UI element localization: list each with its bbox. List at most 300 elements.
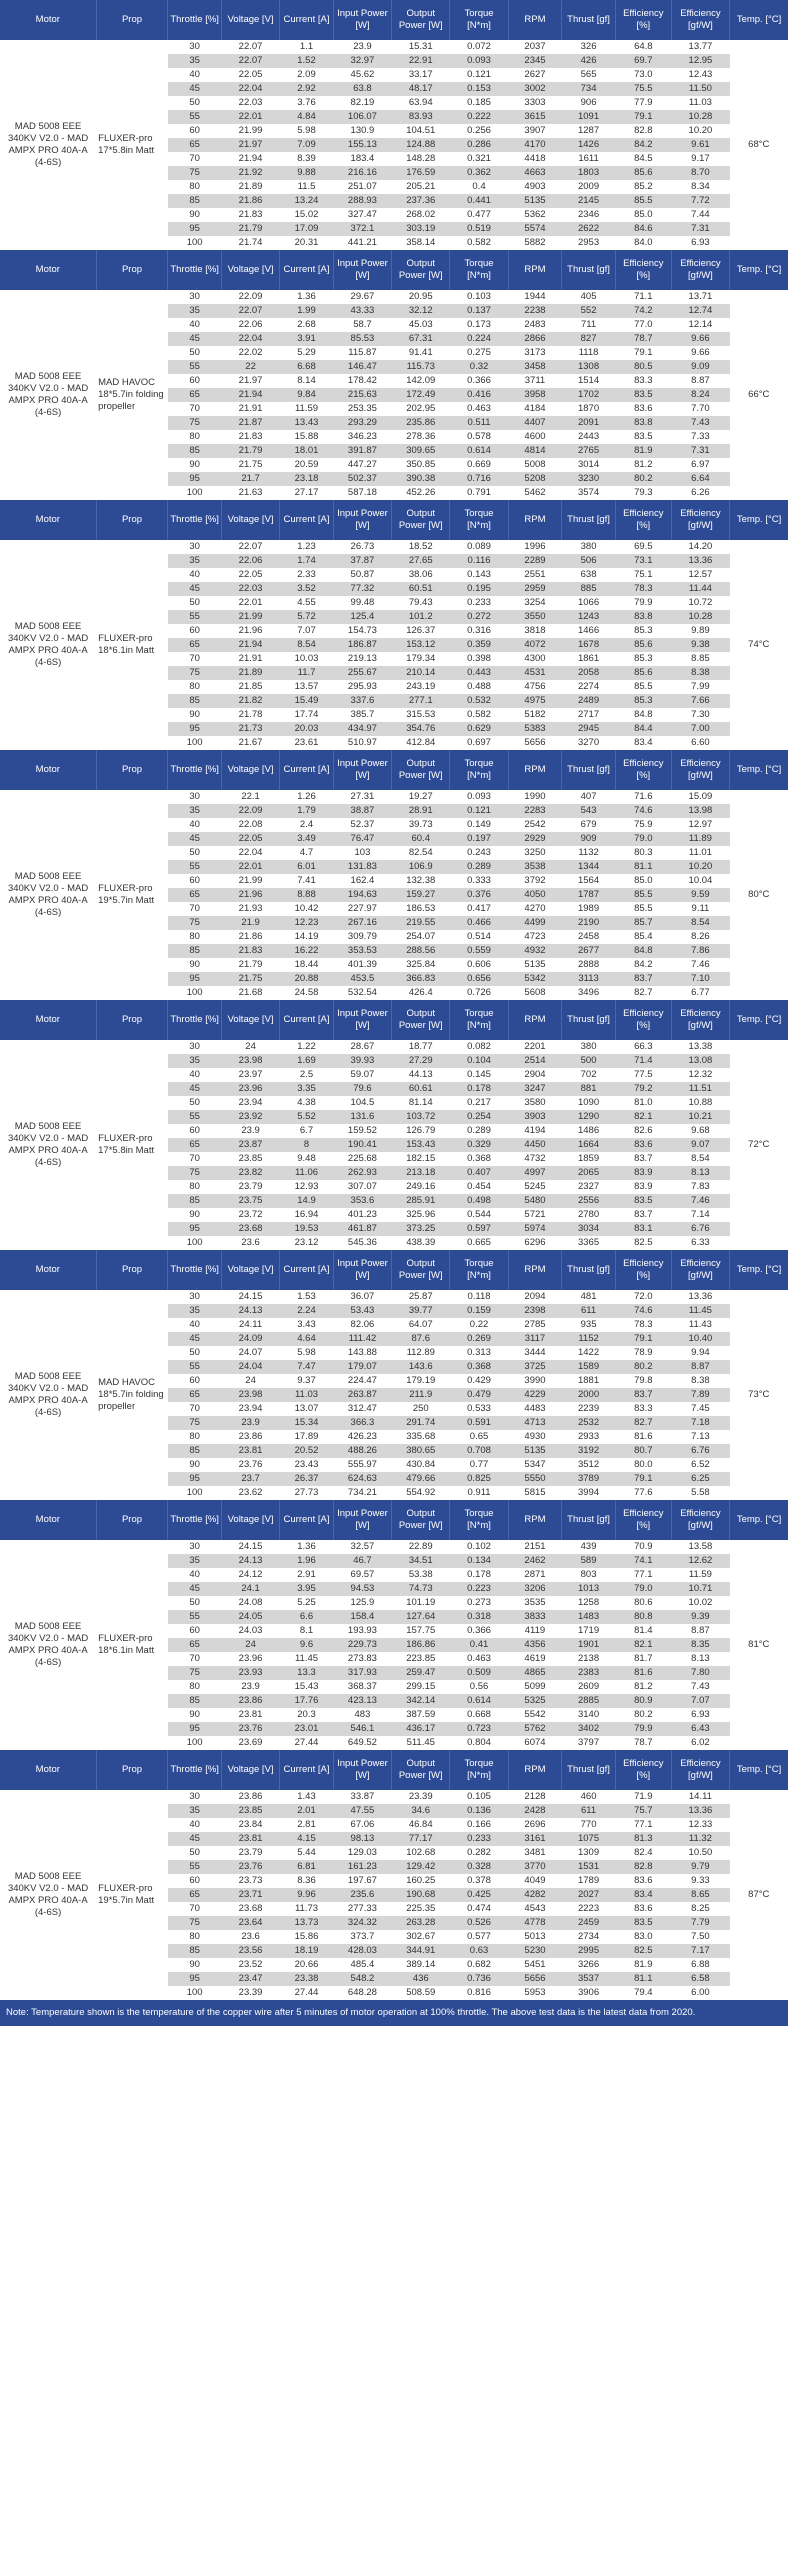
data-cell: 80.9 bbox=[615, 1694, 671, 1708]
data-cell: 0.577 bbox=[450, 1930, 508, 1944]
data-cell: 1.69 bbox=[280, 1054, 334, 1068]
data-cell: 5383 bbox=[508, 722, 562, 736]
data-cell: 8.35 bbox=[671, 1638, 729, 1652]
data-cell: 81.9 bbox=[615, 1958, 671, 1972]
data-cell: 0.4 bbox=[450, 180, 508, 194]
data-cell: 65 bbox=[168, 1638, 222, 1652]
data-cell: 22.07 bbox=[221, 304, 279, 318]
prop-cell: FLUXER-pro 17*5.8in Matt bbox=[96, 40, 168, 250]
column-header: RPM bbox=[508, 250, 562, 290]
data-cell: 20.88 bbox=[280, 972, 334, 986]
data-cell: 74.1 bbox=[615, 1554, 671, 1568]
data-cell: 5135 bbox=[508, 194, 562, 208]
data-cell: 130.9 bbox=[333, 124, 391, 138]
data-cell: 354.76 bbox=[392, 722, 450, 736]
data-cell: 4229 bbox=[508, 1388, 562, 1402]
data-cell: 2959 bbox=[508, 582, 562, 596]
column-header: Temp. [°C] bbox=[730, 1000, 788, 1040]
data-cell: 24.04 bbox=[221, 1360, 279, 1374]
data-cell: 24.08 bbox=[221, 1596, 279, 1610]
data-cell: 3365 bbox=[562, 1236, 616, 1250]
data-cell: 2551 bbox=[508, 568, 562, 582]
data-cell: 127.64 bbox=[392, 1610, 450, 1624]
data-cell: 80 bbox=[168, 1930, 222, 1944]
data-cell: 7.41 bbox=[280, 874, 334, 888]
data-cell: 2888 bbox=[562, 958, 616, 972]
data-cell: 0.582 bbox=[450, 236, 508, 250]
data-cell: 3444 bbox=[508, 1346, 562, 1360]
prop-cell: MAD HAVOC 18*5.7in folding propeller bbox=[96, 1290, 168, 1500]
data-cell: 1664 bbox=[562, 1138, 616, 1152]
header-row bbox=[0, 1250, 788, 1290]
data-cell: 95 bbox=[168, 972, 222, 986]
data-cell: 83.8 bbox=[615, 610, 671, 624]
data-cell: 0.463 bbox=[450, 402, 508, 416]
data-cell: 45 bbox=[168, 1082, 222, 1096]
data-cell: 263.28 bbox=[392, 1916, 450, 1930]
data-cell: 11.03 bbox=[280, 1388, 334, 1402]
data-cell: 387.59 bbox=[392, 1708, 450, 1722]
temperature-cell: 72°C bbox=[730, 1040, 788, 1250]
data-cell: 2609 bbox=[562, 1680, 616, 1694]
data-cell: 479.66 bbox=[392, 1472, 450, 1486]
data-cell: 0.804 bbox=[450, 1736, 508, 1750]
data-cell: 273.83 bbox=[333, 1652, 391, 1666]
data-cell: 6.00 bbox=[671, 1986, 729, 2000]
data-cell: 55 bbox=[168, 1860, 222, 1874]
data-cell: 1090 bbox=[562, 1096, 616, 1110]
data-cell: 81.6 bbox=[615, 1430, 671, 1444]
data-cell: 32.57 bbox=[333, 1540, 391, 1554]
prop-cell: FLUXER-pro 18*6.1in Matt bbox=[96, 1540, 168, 1750]
data-cell: 5762 bbox=[508, 1722, 562, 1736]
data-cell: 9.96 bbox=[280, 1888, 334, 1902]
data-cell: 73.0 bbox=[615, 68, 671, 82]
data-cell: 0.56 bbox=[450, 1680, 508, 1694]
column-header: Torque [N*m] bbox=[450, 1000, 508, 1040]
data-cell: 12.14 bbox=[671, 318, 729, 332]
data-cell: 186.86 bbox=[392, 1638, 450, 1652]
header-row bbox=[0, 1500, 788, 1540]
data-cell: 83.4 bbox=[615, 1888, 671, 1902]
table-row bbox=[0, 1790, 788, 1804]
data-cell: 337.6 bbox=[333, 694, 391, 708]
column-header: Input Power [W] bbox=[333, 500, 391, 540]
data-cell: 143.6 bbox=[392, 1360, 450, 1374]
data-cell: 22.05 bbox=[221, 68, 279, 82]
data-cell: 6.01 bbox=[280, 860, 334, 874]
data-cell: 24.09 bbox=[221, 1332, 279, 1346]
data-cell: 401.23 bbox=[333, 1208, 391, 1222]
data-cell: 162.4 bbox=[333, 874, 391, 888]
data-cell: 82.6 bbox=[615, 1124, 671, 1138]
data-cell: 548.2 bbox=[333, 1972, 391, 1986]
data-cell: 13.73 bbox=[280, 1916, 334, 1930]
data-cell: 430.84 bbox=[392, 1458, 450, 1472]
data-cell: 0.65 bbox=[450, 1430, 508, 1444]
data-cell: 18.77 bbox=[392, 1040, 450, 1054]
data-cell: 20.3 bbox=[280, 1708, 334, 1722]
data-cell: 79.2 bbox=[615, 1082, 671, 1096]
data-cell: 679 bbox=[562, 818, 616, 832]
data-cell: 46.84 bbox=[392, 1818, 450, 1832]
temperature-cell: 74°C bbox=[730, 540, 788, 750]
data-cell: 50 bbox=[168, 96, 222, 110]
data-cell: 770 bbox=[562, 1818, 616, 1832]
data-cell: 2.01 bbox=[280, 1804, 334, 1818]
data-cell: 325.96 bbox=[392, 1208, 450, 1222]
data-cell: 0.606 bbox=[450, 958, 508, 972]
data-cell: 11.73 bbox=[280, 1902, 334, 1916]
data-cell: 0.134 bbox=[450, 1554, 508, 1568]
data-cell: 80.5 bbox=[615, 360, 671, 374]
data-cell: 0.149 bbox=[450, 818, 508, 832]
data-cell: 0.082 bbox=[450, 1040, 508, 1054]
data-cell: 0.697 bbox=[450, 736, 508, 750]
data-cell: 23.97 bbox=[221, 1068, 279, 1082]
data-cell: 7.46 bbox=[671, 1194, 729, 1208]
data-cell: 428.03 bbox=[333, 1944, 391, 1958]
data-cell: 648.28 bbox=[333, 1986, 391, 2000]
data-cell: 23.86 bbox=[221, 1694, 279, 1708]
performance-table bbox=[0, 1000, 788, 1250]
data-cell: 309.79 bbox=[333, 930, 391, 944]
data-cell: 21.73 bbox=[221, 722, 279, 736]
data-cell: 426.4 bbox=[392, 986, 450, 1000]
data-cell: 0.665 bbox=[450, 1236, 508, 1250]
data-cell: 82.7 bbox=[615, 986, 671, 1000]
column-header: Motor bbox=[0, 1750, 96, 1790]
data-cell: 83.6 bbox=[615, 1902, 671, 1916]
column-header: Efficiency [%] bbox=[615, 750, 671, 790]
data-cell: 441.21 bbox=[333, 236, 391, 250]
data-cell: 21.99 bbox=[221, 610, 279, 624]
data-cell: 22.01 bbox=[221, 860, 279, 874]
data-cell: 0.791 bbox=[450, 486, 508, 500]
data-cell: 80.0 bbox=[615, 1458, 671, 1472]
data-cell: 545.36 bbox=[333, 1236, 391, 1250]
data-cell: 0.77 bbox=[450, 1458, 508, 1472]
data-cell: 215.63 bbox=[333, 388, 391, 402]
data-cell: 60.51 bbox=[392, 582, 450, 596]
data-cell: 2514 bbox=[508, 1054, 562, 1068]
column-header: RPM bbox=[508, 1250, 562, 1290]
data-cell: 7.31 bbox=[671, 444, 729, 458]
data-cell: 2151 bbox=[508, 1540, 562, 1554]
data-cell: 0.368 bbox=[450, 1360, 508, 1374]
data-cell: 4756 bbox=[508, 680, 562, 694]
data-cell: 11.45 bbox=[280, 1652, 334, 1666]
data-cell: 7.13 bbox=[671, 1430, 729, 1444]
data-cell: 546.1 bbox=[333, 1722, 391, 1736]
data-cell: 81.6 bbox=[615, 1666, 671, 1680]
data-cell: 6.76 bbox=[671, 1444, 729, 1458]
data-cell: 2190 bbox=[562, 916, 616, 930]
data-cell: 0.286 bbox=[450, 138, 508, 152]
header-row bbox=[0, 1000, 788, 1040]
data-cell: 35 bbox=[168, 54, 222, 68]
data-cell: 60 bbox=[168, 124, 222, 138]
data-cell: 23.9 bbox=[221, 1124, 279, 1138]
data-cell: 2734 bbox=[562, 1930, 616, 1944]
column-header: Efficiency [gf/W] bbox=[671, 750, 729, 790]
data-cell: 23.12 bbox=[280, 1236, 334, 1250]
data-cell: 20.31 bbox=[280, 236, 334, 250]
data-cell: 2.33 bbox=[280, 568, 334, 582]
data-cell: 90 bbox=[168, 208, 222, 222]
data-cell: 881 bbox=[562, 1082, 616, 1096]
data-cell: 0.102 bbox=[450, 1540, 508, 1554]
data-cell: 0.318 bbox=[450, 1610, 508, 1624]
data-cell: 85.3 bbox=[615, 694, 671, 708]
data-cell: 6.97 bbox=[671, 458, 729, 472]
data-cell: 8.87 bbox=[671, 374, 729, 388]
column-header: Torque [N*m] bbox=[450, 250, 508, 290]
data-cell: 22.03 bbox=[221, 582, 279, 596]
data-cell: 8.65 bbox=[671, 1888, 729, 1902]
data-cell: 3711 bbox=[508, 374, 562, 388]
data-cell: 2929 bbox=[508, 832, 562, 846]
data-cell: 22.07 bbox=[221, 54, 279, 68]
data-cell: 23.79 bbox=[221, 1180, 279, 1194]
data-cell: 10.28 bbox=[671, 610, 729, 624]
data-cell: 7.17 bbox=[671, 1944, 729, 1958]
column-header: RPM bbox=[508, 1500, 562, 1540]
data-cell: 24.11 bbox=[221, 1318, 279, 1332]
data-cell: 309.65 bbox=[392, 444, 450, 458]
data-cell: 3140 bbox=[562, 1708, 616, 1722]
column-header: Throttle [%] bbox=[168, 1250, 222, 1290]
column-header: Input Power [W] bbox=[333, 1000, 391, 1040]
data-cell: 3161 bbox=[508, 1832, 562, 1846]
data-cell: 23.61 bbox=[280, 736, 334, 750]
data-cell: 219.55 bbox=[392, 916, 450, 930]
data-cell: 0.243 bbox=[450, 846, 508, 860]
data-cell: 82.5 bbox=[615, 1236, 671, 1250]
data-cell: 22.07 bbox=[221, 540, 279, 554]
data-cell: 30 bbox=[168, 790, 222, 804]
data-cell: 1308 bbox=[562, 360, 616, 374]
data-cell: 7.33 bbox=[671, 430, 729, 444]
data-cell: 80 bbox=[168, 180, 222, 194]
data-cell: 55 bbox=[168, 1610, 222, 1624]
data-cell: 0.417 bbox=[450, 902, 508, 916]
data-cell: 5099 bbox=[508, 1680, 562, 1694]
data-cell: 20.59 bbox=[280, 458, 334, 472]
data-cell: 7.09 bbox=[280, 138, 334, 152]
data-cell: 0.145 bbox=[450, 1068, 508, 1082]
data-cell: 65 bbox=[168, 638, 222, 652]
data-cell: 1870 bbox=[562, 402, 616, 416]
data-cell: 21.89 bbox=[221, 666, 279, 680]
performance-table bbox=[0, 250, 788, 500]
data-cell: 24 bbox=[221, 1374, 279, 1388]
data-cell: 5.52 bbox=[280, 1110, 334, 1124]
data-cell: 125.9 bbox=[333, 1596, 391, 1610]
data-cell: 353.53 bbox=[333, 944, 391, 958]
data-cell: 22.09 bbox=[221, 804, 279, 818]
performance-table bbox=[0, 1500, 788, 1750]
data-cell: 11.06 bbox=[280, 1166, 334, 1180]
data-cell: 1344 bbox=[562, 860, 616, 874]
data-cell: 0.911 bbox=[450, 1486, 508, 1500]
data-cell: 9.37 bbox=[280, 1374, 334, 1388]
data-cell: 1013 bbox=[562, 1582, 616, 1596]
data-cell: 5656 bbox=[508, 736, 562, 750]
data-cell: 407 bbox=[562, 790, 616, 804]
data-cell: 278.36 bbox=[392, 430, 450, 444]
data-cell: 0.089 bbox=[450, 540, 508, 554]
data-cell: 0.736 bbox=[450, 1972, 508, 1986]
data-cell: 75 bbox=[168, 916, 222, 930]
data-cell: 0.578 bbox=[450, 430, 508, 444]
data-cell: 8.38 bbox=[671, 1374, 729, 1388]
data-cell: 82.4 bbox=[615, 1846, 671, 1860]
data-cell: 21.85 bbox=[221, 680, 279, 694]
data-cell: 80.7 bbox=[615, 1444, 671, 1458]
column-header: Output Power [W] bbox=[392, 1500, 450, 1540]
header-row bbox=[0, 1750, 788, 1790]
data-cell: 6.33 bbox=[671, 1236, 729, 1250]
temperature-cell: 68°C bbox=[730, 40, 788, 250]
data-cell: 2138 bbox=[562, 1652, 616, 1666]
data-cell: 0.116 bbox=[450, 554, 508, 568]
data-cell: 4270 bbox=[508, 902, 562, 916]
data-cell: 461.87 bbox=[333, 1222, 391, 1236]
data-cell: 14.11 bbox=[671, 1790, 729, 1804]
data-cell: 23.9 bbox=[333, 40, 391, 54]
data-cell: 368.37 bbox=[333, 1680, 391, 1694]
column-header: Prop bbox=[96, 1000, 168, 1040]
data-cell: 80 bbox=[168, 430, 222, 444]
data-cell: 70 bbox=[168, 1402, 222, 1416]
data-cell: 0.313 bbox=[450, 1346, 508, 1360]
motor-cell: MAD 5008 EEE 340KV V2.0 - MAD AMPX PRO 40A-A (4-6S) bbox=[0, 1040, 96, 1250]
data-cell: 15.31 bbox=[392, 40, 450, 54]
data-cell: 45 bbox=[168, 332, 222, 346]
data-cell: 2462 bbox=[508, 1554, 562, 1568]
data-cell: 21.79 bbox=[221, 444, 279, 458]
motor-cell: MAD 5008 EEE 340KV V2.0 - MAD AMPX PRO 40A-A (4-6S) bbox=[0, 1790, 96, 2000]
data-cell: 7.00 bbox=[671, 722, 729, 736]
data-cell: 21.91 bbox=[221, 402, 279, 416]
data-cell: 390.38 bbox=[392, 472, 450, 486]
data-cell: 0.726 bbox=[450, 986, 508, 1000]
data-cell: 327.47 bbox=[333, 208, 391, 222]
data-cell: 277.1 bbox=[392, 694, 450, 708]
data-cell: 3250 bbox=[508, 846, 562, 860]
data-cell: 23.86 bbox=[221, 1790, 279, 1804]
column-header: Efficiency [%] bbox=[615, 250, 671, 290]
data-cell: 23.9 bbox=[221, 1416, 279, 1430]
data-cell: 13.98 bbox=[671, 804, 729, 818]
data-cell: 235.86 bbox=[392, 416, 450, 430]
data-cell: 22.06 bbox=[221, 318, 279, 332]
data-cell: 84.0 bbox=[615, 236, 671, 250]
data-cell: 4732 bbox=[508, 1152, 562, 1166]
data-cell: 9.61 bbox=[671, 138, 729, 152]
data-cell: 79.0 bbox=[615, 1582, 671, 1596]
data-cell: 81.3 bbox=[615, 1832, 671, 1846]
data-cell: 35 bbox=[168, 554, 222, 568]
data-cell: 21.94 bbox=[221, 388, 279, 402]
data-cell: 83.3 bbox=[615, 374, 671, 388]
column-header: Current [A] bbox=[280, 0, 334, 40]
data-cell: 27.44 bbox=[280, 1986, 334, 2000]
column-header: Temp. [°C] bbox=[730, 500, 788, 540]
data-cell: 78.3 bbox=[615, 582, 671, 596]
data-cell: 6.43 bbox=[671, 1722, 729, 1736]
table-row bbox=[0, 540, 788, 554]
data-cell: 0.519 bbox=[450, 222, 508, 236]
data-cell: 85.4 bbox=[615, 930, 671, 944]
data-cell: 30 bbox=[168, 1040, 222, 1054]
data-cell: 439 bbox=[562, 1540, 616, 1554]
data-cell: 7.79 bbox=[671, 1916, 729, 1930]
data-cell: 26.73 bbox=[333, 540, 391, 554]
data-cell: 22.89 bbox=[392, 1540, 450, 1554]
data-cell: 2094 bbox=[508, 1290, 562, 1304]
data-cell: 2009 bbox=[562, 180, 616, 194]
data-cell: 0.153 bbox=[450, 82, 508, 96]
data-cell: 40 bbox=[168, 68, 222, 82]
data-cell: 4282 bbox=[508, 1888, 562, 1902]
data-cell: 6.26 bbox=[671, 486, 729, 500]
data-cell: 5362 bbox=[508, 208, 562, 222]
data-cell: 100 bbox=[168, 736, 222, 750]
data-cell: 4814 bbox=[508, 444, 562, 458]
data-cell: 8.87 bbox=[671, 1360, 729, 1374]
data-cell: 155.13 bbox=[333, 138, 391, 152]
data-cell: 3303 bbox=[508, 96, 562, 110]
data-cell: 291.74 bbox=[392, 1416, 450, 1430]
data-cell: 3496 bbox=[562, 986, 616, 1000]
data-cell: 21.83 bbox=[221, 944, 279, 958]
data-cell: 23.94 bbox=[221, 1402, 279, 1416]
data-cell: 39.73 bbox=[392, 818, 450, 832]
data-cell: 205.21 bbox=[392, 180, 450, 194]
column-header: RPM bbox=[508, 500, 562, 540]
data-cell: 5953 bbox=[508, 1986, 562, 2000]
data-cell: 0.474 bbox=[450, 1902, 508, 1916]
data-cell: 83.5 bbox=[615, 388, 671, 402]
data-cell: 9.66 bbox=[671, 332, 729, 346]
data-cell: 0.32 bbox=[450, 360, 508, 374]
data-cell: 67.31 bbox=[392, 332, 450, 346]
data-cell: 24.12 bbox=[221, 1568, 279, 1582]
data-cell: 77.5 bbox=[615, 1068, 671, 1082]
data-cell: 6074 bbox=[508, 1736, 562, 1750]
column-header: Thrust [gf] bbox=[562, 0, 616, 40]
data-cell: 500 bbox=[562, 1054, 616, 1068]
data-cell: 45 bbox=[168, 82, 222, 96]
data-cell: 0.463 bbox=[450, 1652, 508, 1666]
data-cell: 75 bbox=[168, 666, 222, 680]
data-cell: 70 bbox=[168, 902, 222, 916]
data-cell: 5.25 bbox=[280, 1596, 334, 1610]
data-cell: 3.52 bbox=[280, 582, 334, 596]
data-cell: 405 bbox=[562, 290, 616, 304]
data-cell: 19.53 bbox=[280, 1222, 334, 1236]
column-header: Efficiency [gf/W] bbox=[671, 1750, 729, 1790]
data-cell: 21.86 bbox=[221, 194, 279, 208]
data-cell: 23.92 bbox=[221, 1110, 279, 1124]
data-cell: 1787 bbox=[562, 888, 616, 902]
data-cell: 4930 bbox=[508, 1430, 562, 1444]
data-cell: 12.57 bbox=[671, 568, 729, 582]
data-cell: 250 bbox=[392, 1402, 450, 1416]
data-cell: 3481 bbox=[508, 1846, 562, 1860]
